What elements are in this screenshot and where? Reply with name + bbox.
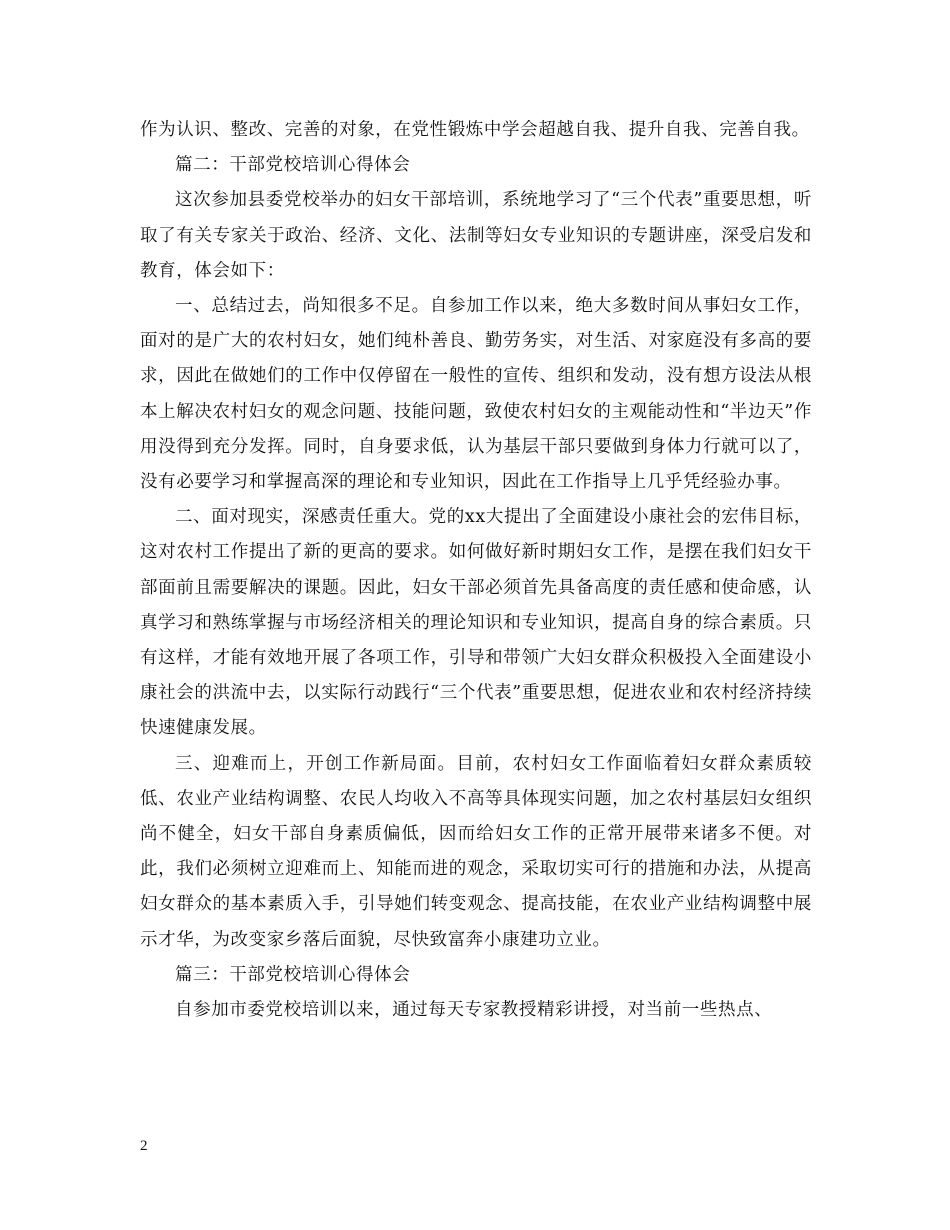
- section-heading-part-two: 篇二：干部党校培训心得体会: [175, 155, 411, 176]
- paragraph-part-three-start: 自参加市委党校培训以来，通过每天专家教授精彩讲授，对当前一些热点、: [175, 1000, 773, 1021]
- section-heading-part-three: 篇三：干部党校培训心得体会: [175, 964, 411, 985]
- document-body: [140, 113, 812, 1028]
- paragraph-point-three: 三、迎难而上，开创工作新局面。目前，农村妇女工作面临着妇女群众素质较低、农业产业结构调整、农民人均收入不高等具体现实问题，加之农村基层妇女组织尚不健全，妇女干部自身素质偏低，因而给妇女工作的正常开展带来诸多不便。对此，我们必须树立迎难而上、知能而进的观念，采取切实可行的措施和办法，从提高妇女群众的基本素质入手，引导她们转变观念、提高技能，在农业产业结构调整中展示才华，为改变家乡落后面貌，尽快致富奔小康建功立业。: [140, 753, 812, 950]
- paragraph-point-two: 二、面对现实，深感责任重大。党的xx大提出了全面建设小康社会的宏伟目标，这对农村工作提出了新的更高的要求。如何做好新时期妇女工作，是摆在我们妇女干部面前且需要解决的课题。因此，妇女干部必须首先具备高度的责任感和使命感，认真学习和熟练掌握与市场经济相关的理论知识和专业知识，提高自身的综合素质。只有这样，才能有效地开展了各项工作，引导和带领广大妇女群众积极投入全面建设小康社会的洪流中去，以实际行动践行“三个代表”重要思想，促进农业和农村经济持续快速健康发展。: [140, 507, 812, 739]
- paragraph-point-one: 一、总结过去，尚知很多不足。自参加工作以来，绝大多数时间从事妇女工作，面对的是广大的农村妇女，她们纯朴善良、勤劳务实，对生活、对家庭没有多高的要求，因此在做她们的工作中仅停留在一般性的宣传、组织和发动，没有想方设法从根本上解决农村妇女的观念问题、技能问题，致使农村妇女的主观能动性和“半边天”作用没得到充分发挥。同时，自身要求低，认为基层干部只要做到身体力行就可以了，没有必要学习和掌握高深的理论和专业知识，因此在工作指导上几乎凭经验办事。: [140, 296, 812, 493]
- page-number: 2: [140, 1138, 148, 1154]
- paragraph-continuation: 作为认识、整改、完善的对象，在党性锻炼中学会超越自我、提升自我、完善自我。: [140, 120, 810, 140]
- paragraph-intro: 这次参加县委党校举办的妇女干部培训，系统地学习了“三个代表”重要思想，听取了有关专家关于政治、经济、文化、法制等妇女专业知识的专题讲座，深受启发和教育，体会如下：: [140, 190, 812, 281]
